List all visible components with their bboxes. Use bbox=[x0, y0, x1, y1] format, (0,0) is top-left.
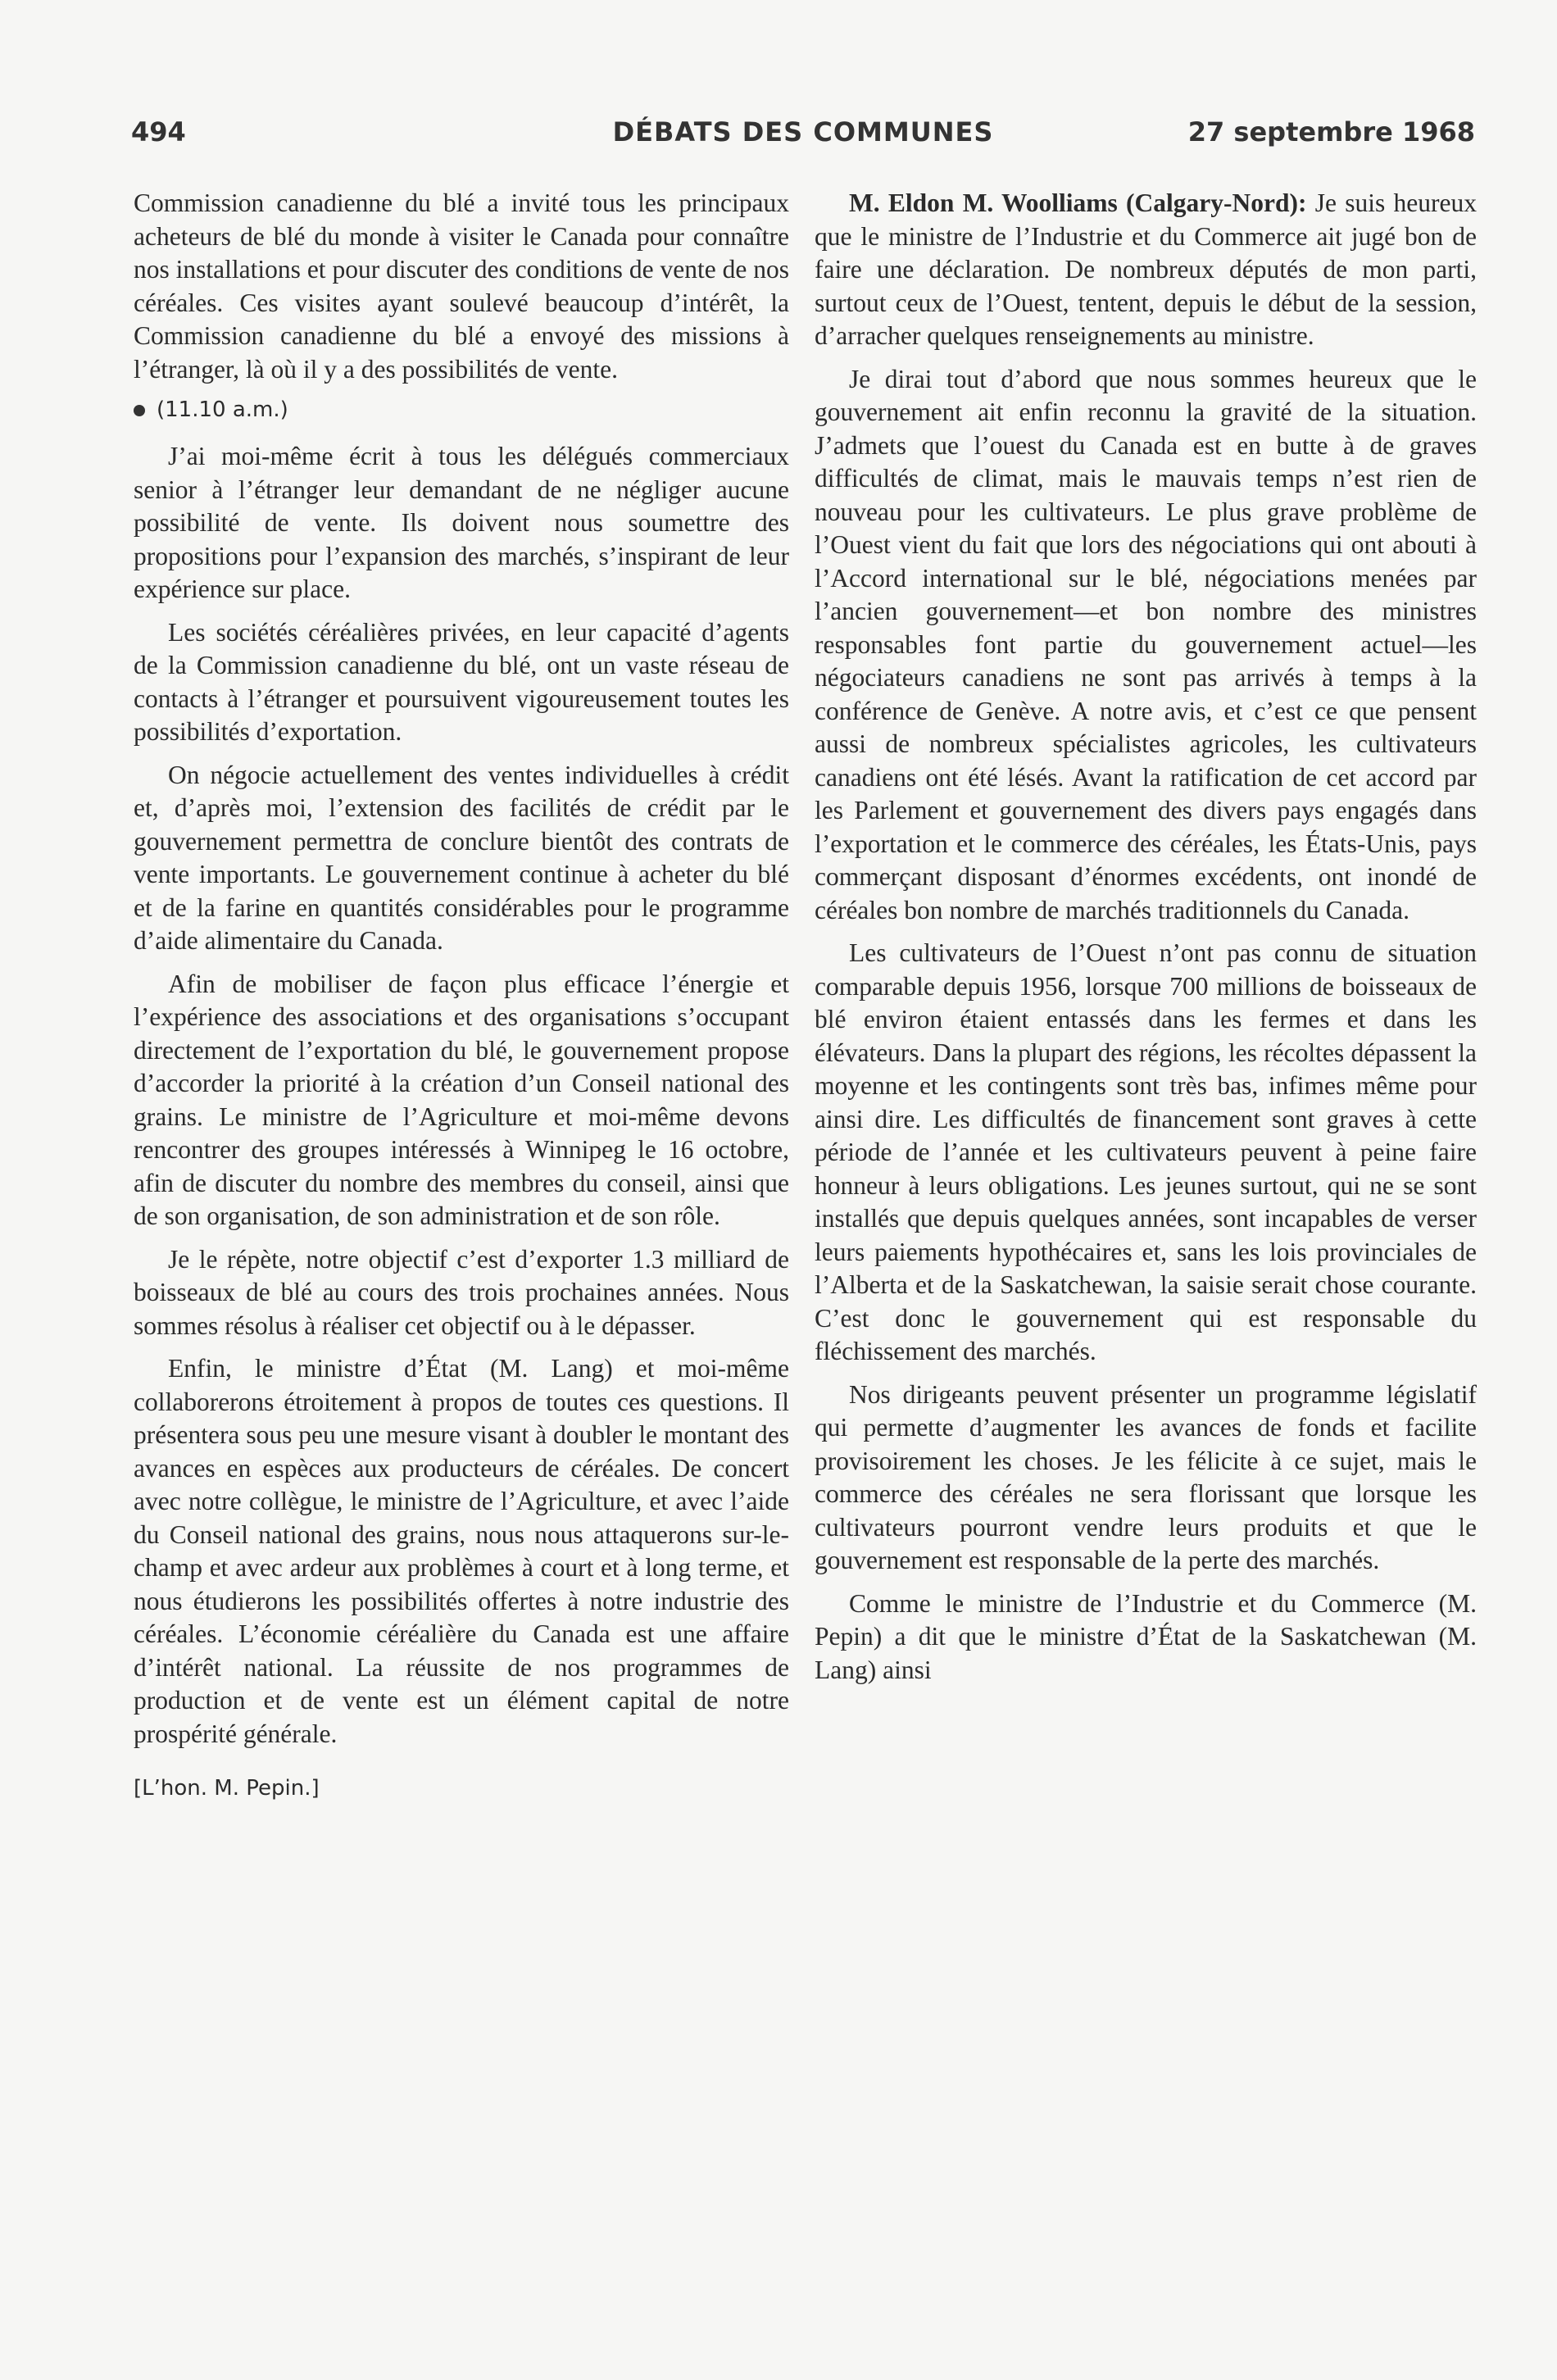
page-number: 494 bbox=[131, 116, 186, 148]
paragraph: J’ai moi-même écrit à tous les délégués commerciaux senior à l’étranger leur demandant de ne négliger aucune possibilité de vente. Ils doivent nous soumettre des propositions pour l’expansion des marchés, s’inspirant de leur expérience sur place. bbox=[134, 442, 789, 603]
paragraph bbox=[815, 187, 1477, 353]
paragraph: Je le répète, notre objectif c’est d’exporter 1.3 milliard de boisseaux de blé au cours des trois prochaines années. Nous sommes résolus à réaliser cet objectif ou à le dépasser. bbox=[134, 1244, 789, 1340]
paragraph: Je dirai tout d’abord que nous sommes heureux que le gouvernement ait enfin reconnu la gravité de la situation. J’admets que l’ouest du Canada est en butte à de graves difficultés de climat, mais le mauvais temps n’est rien de nouveau pour les cultivateurs. Le plus grave problème de l’Ouest vient du fait que lors des négociations qui ont abouti à l’Accord international sur le blé, négociations menées par l’ancien gouvernement—et bon nombre des ministres responsables font partie du gouvernement actuel—les négociateurs canadiens ne sont pas arrivés à temps à la conférence de Genève. A notre avis, et c’est ce que pensent aussi de nombreux spécialistes agricoles, les cultivateurs canadiens ont été lésés. Avant la ratification de cet accord par les Parlement et gouvernement des divers pays engagés dans l’exportation et le commerce des céréales, les États-Unis, pays commerçant disposant d’énormes excédents, ont inondé de céréales bon nombre de marchés traditionnels du Canada. bbox=[815, 364, 1477, 924]
left-column bbox=[134, 187, 789, 1805]
paragraph: Comme le ministre de l’Industrie et du Commerce (M. Pepin) a dit que le ministre d’État de la Saskatchewan (M. Lang) ainsi bbox=[815, 1588, 1477, 1684]
time-marker bbox=[134, 396, 789, 424]
speaker-attribution: [L’hon. M. Pepin.] bbox=[134, 1776, 320, 1801]
paragraph: Nos dirigeants peuvent présenter un programme législatif qui permette d’augmenter les avances de fonds et facilite provisoirement les choses. Je les félicite à ce sujet, mais le commerce des céréales ne sera florissant que lorsque les cultivateurs pourront vendre leurs produits et que le gouvernement est responsable de la perte des marchés. bbox=[815, 1379, 1477, 1574]
paragraph: Les sociétés céréalières privées, en leur capacité d’agents de la Commission canadienne du blé, ont un vaste réseau de contacts à l’étranger et poursuivent vigoureusement toutes les possibilités d’exportation. bbox=[134, 617, 789, 746]
publication-title: DÉBATS DES COMMUNES bbox=[612, 116, 994, 148]
paragraph: Enfin, le ministre d’État (M. Lang) et moi-même collaborerons étroitement à propos de toutes ces questions. Il présentera sous peu une mesure visant à doubler le montant des avances en espèces aux producteurs de céréales. De concert avec notre collègue, le ministre de l’Agriculture, et avec l’aide du Conseil national des grains, nous nous attaquerons sur-le-champ et avec ardeur aux problèmes à court et à long terme, et nous étudierons les possibilités offertes à notre industrie des céréales. L’économie céréalière du Canada est une affaire d’intérêt national. La réussite de nos programmes de production et de vente est un élément capital de notre prospérité générale. bbox=[134, 1354, 789, 1748]
right-column bbox=[815, 187, 1477, 1696]
bullet-icon bbox=[134, 405, 145, 416]
paragraph: On négocie actuellement des ventes individuelles à crédit et, d’après moi, l’extension des facilités de crédit par le gouvernement permettra de conclure bientôt des contrats de vente importants. Le gouvernement continue à acheter du blé et de la farine en quantités considérables pour le programme d’aide alimentaire du Canada. bbox=[134, 760, 789, 955]
paragraph-text: Je suis heureux que le ministre de l’Industrie et du Commerce ait jugé bon de faire une déclaration. De nombreux députés de mon parti, surtout ceux de l’Ouest, tentent, depuis le début de la session, d’arracher quelques renseignements au ministre. bbox=[815, 188, 1477, 350]
paragraph: Les cultivateurs de l’Ouest n’ont pas connu de situation comparable depuis 1956, lorsque 700 millions de boisseaux de blé environ étaient entassés dans les fermes et dans les élévateurs. Dans la plupart des régions, les récoltes dépassent la moyenne et les contingents sont très bas, infimes même pour ainsi dire. Les difficultés de financement sont graves à cette période de l’année et les cultivateurs peuvent à peine faire honneur à leurs obligations. Les jeunes surtout, qui ne se sont installés que depuis quelques années, sont incapables de verser leurs paiements hypothécaires et, sans les lois provinciales de l’Alberta et de la Saskatchewan, la saisie serait chose courante. C’est donc le gouvernement qui est responsable du fléchissement des marchés. bbox=[815, 938, 1477, 1365]
time-marker-text: (11.10 a.m.) bbox=[157, 397, 288, 422]
page-header bbox=[131, 116, 1475, 157]
paragraph: Commission canadienne du blé a invité tous les principaux acheteurs de blé du monde à visiter le Canada pour connaître nos installations et pour discuter des conditions de vente de nos céréales. Ces visites ayant soulevé beaucoup d’intérêt, la Commission canadienne du blé a envoyé des missions à l’étranger, là où il y a des possibilités de vente. bbox=[134, 188, 789, 384]
paragraph: Afin de mobiliser de façon plus efficace l’énergie et l’expérience des associations et des organisations s’occupant directement de l’exportation du blé, le gouvernement propose d’accorder la priorité à la création d’un Conseil national des grains. Le ministre de l’Agriculture et moi-même devons rencontrer des groupes intéressés à Winnipeg le 16 octobre, afin de discuter du nombre des membres du conseil, ainsi que de son organisation, de son administration et de son rôle. bbox=[134, 969, 789, 1230]
page-date: 27 septembre 1968 bbox=[1187, 116, 1475, 148]
speaker-name: M. Eldon M. Woolliams (Calgary-Nord): bbox=[849, 188, 1307, 217]
